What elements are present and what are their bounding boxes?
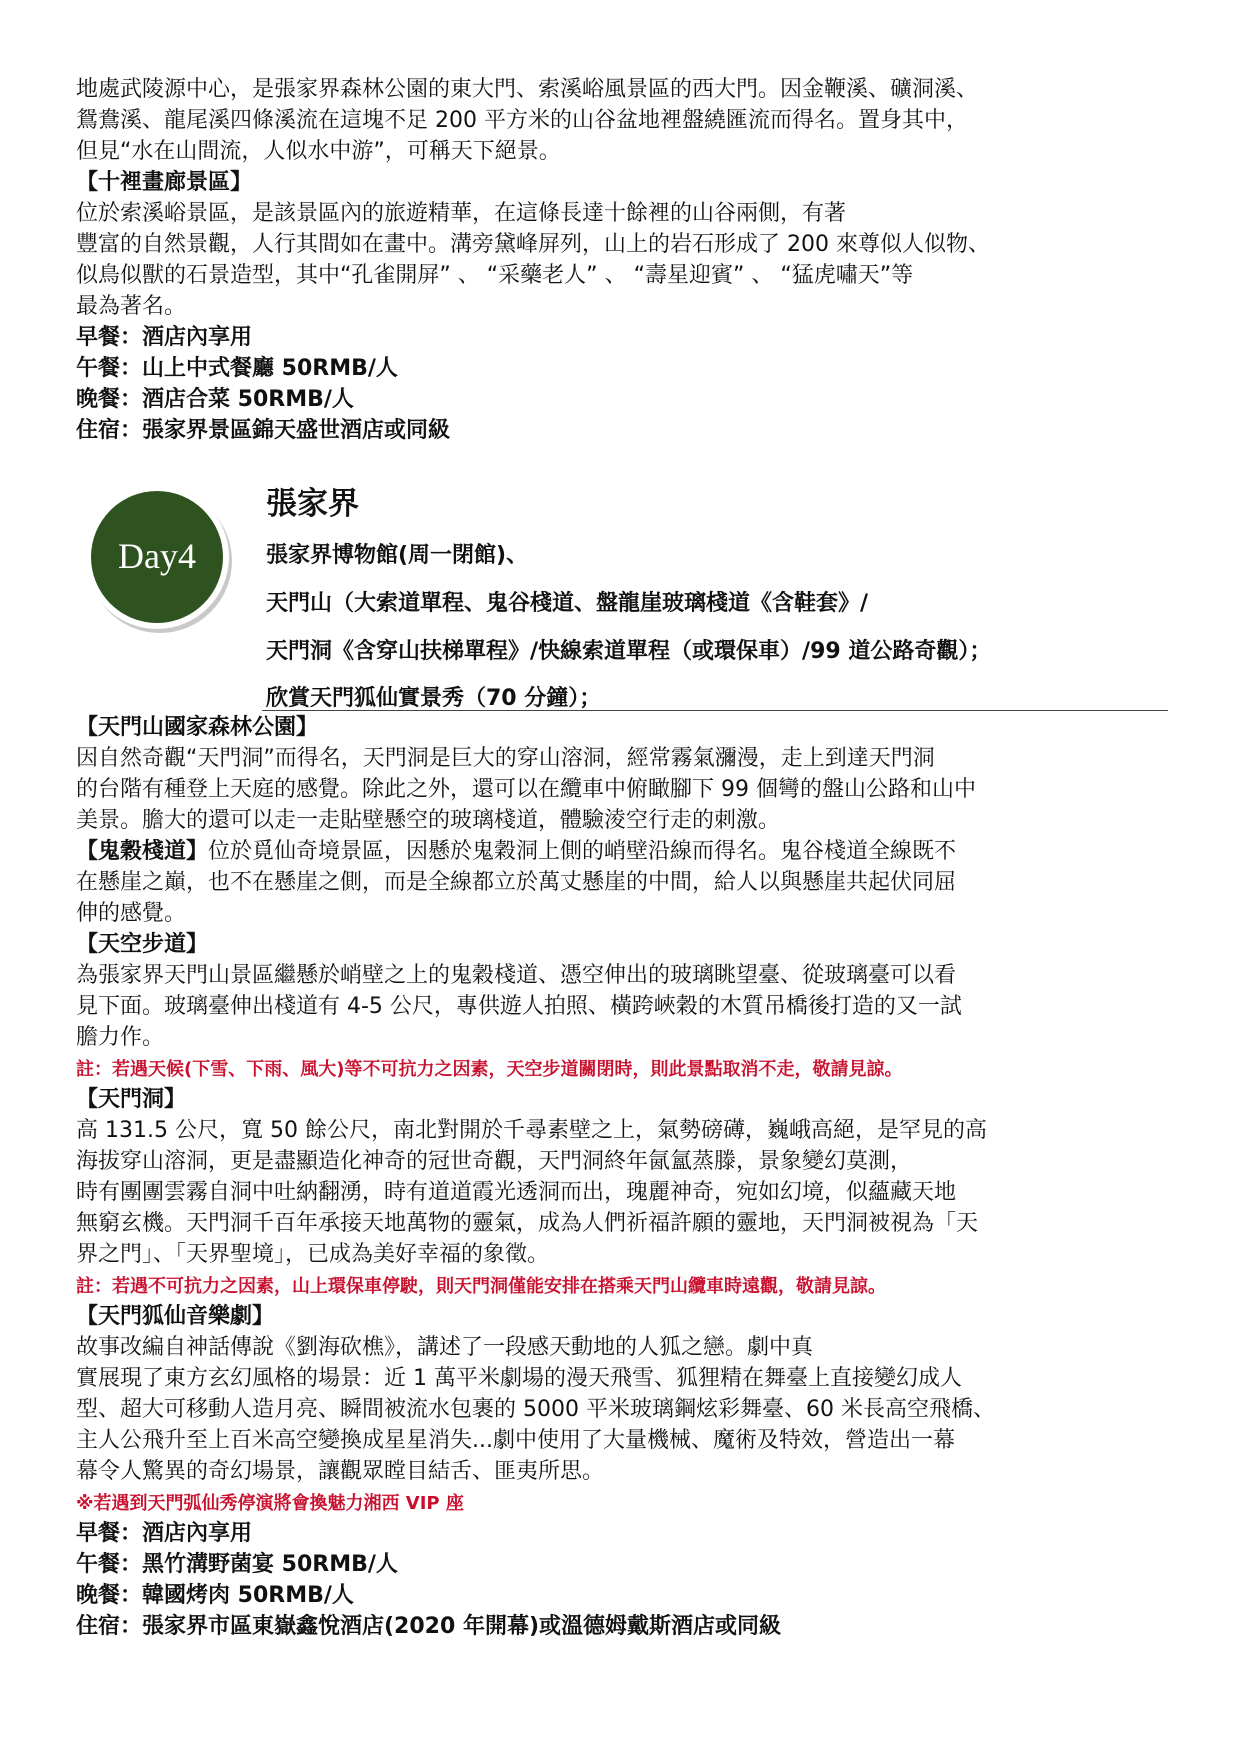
section-line: 海拔穿山溶洞，更是盡顯造化神奇的冠世奇觀，天門洞終年氤氳蒸滕，景象變幻莫測， — [76, 1149, 913, 1174]
section-guigu — [76, 836, 1176, 929]
section-heading: 【天門山國家森林公園】 — [76, 715, 319, 740]
meal-dinner: 晚餐：韓國烤肉 50RMB/人 — [76, 1583, 354, 1608]
section-line: 似鳥似獸的石景造型，其中“孔雀開屏” 、 “采藥老人” 、 “壽星迎賓” 、 “猛虎嘯天”等 — [76, 263, 914, 288]
section-show — [76, 1301, 1176, 1517]
section-cave — [76, 1084, 1176, 1300]
section-line: 豐富的自然景觀，人行其間如在畫中。溝旁黛峰屏列，山上的岩石形成了 200 來尊似人似物、 — [76, 232, 990, 257]
section-skywalk — [76, 929, 1176, 1083]
section-line: 故事改編自神話傳說《劉海砍樵》，講述了一段感天動地的人狐之戀。劇中真 — [76, 1335, 814, 1360]
section-heading: 【天空步道】 — [76, 932, 209, 957]
section-line: 幕令人驚異的奇幻場景，讓觀眾瞠目結舌、匪夷所思。 — [76, 1459, 605, 1484]
section-line: 最為著名。 — [76, 294, 187, 319]
section-line: 實展現了東方玄幻風格的場景：近 1 萬平米劇場的漫天飛雪、狐狸精在舞臺上直接變幻成人 — [76, 1366, 962, 1391]
section-line: 位於覓仙奇境景區，因懸於鬼穀洞上側的峭壁沿線而得名。鬼谷棧道全線既不 — [208, 839, 957, 864]
section-line: 型、超大可移動人造月亮、瞬間被流水包裹的 5000 平米玻璃鋼炫彩舞臺、60 米長高空飛橋、 — [76, 1397, 995, 1422]
section-line: 見下面。玻璃臺伸出棧道有 4-5 公尺，專供遊人拍照、橫跨峽穀的木質吊橋後打造的又一試 — [76, 994, 962, 1019]
section-line: 因自然奇觀“天門洞”而得名，天門洞是巨大的穿山溶洞，經常霧氣瀰漫，走上到達天門洞 — [76, 746, 935, 771]
meal-breakfast: 早餐：酒店內享用 — [76, 325, 253, 350]
meal-lunch: 午餐：黑竹溝野菌宴 50RMB/人 — [76, 1552, 398, 1577]
warning-note: 註：若遇天候(下雪、下雨、風大)等不可抗力之因素，天空步道關閉時，則此景點取消不走，敬請見諒。 — [76, 1059, 903, 1080]
section-heading: 【天門狐仙音樂劇】 — [76, 1304, 275, 1329]
intro-paragraph — [76, 74, 1176, 167]
day4-meals — [76, 1518, 1176, 1642]
section-heading: 【十裡畫廊景區】 — [76, 170, 253, 195]
section-shili — [76, 167, 1176, 322]
accommodation: 住宿：張家界景區錦天盛世酒店或同級 — [76, 418, 451, 443]
intro-line: 地處武陵源中心，是張家界森林公園的東大門、索溪峪風景區的西大門。因金鞭溪、礦洞溪、 — [76, 77, 979, 102]
itinerary-line: 天門山（大索道單程、鬼谷棧道、盤龍崖玻璃棧道《含鞋套》/ — [266, 591, 869, 616]
itinerary-line: 天門洞《含穿山扶梯單程》/快線索道單程（或環保車）/99 道公路奇觀）； — [266, 639, 992, 664]
section-line: 的台階有種登上天庭的感覺。除此之外，還可以在纜車中俯瞰腳下 99 個彎的盤山公路和山中 — [76, 777, 976, 802]
warning-note: 註：若遇不可抗力之因素，山上環保車停駛，則天門洞僅能安排在搭乘天門山纜車時遠觀，敬請見諒。 — [76, 1276, 886, 1297]
section-line: 伸的感覺。 — [76, 901, 187, 926]
section-line: 時有團團雲霧自洞中吐納翻湧，時有道道霞光透洞而出，瑰麗神奇，宛如幻境，似蘊藏天地 — [76, 1180, 957, 1205]
section-line: 主人公飛升至上百米高空變換成星星消失...劇中使用了大量機械、魔術及特效，營造出一幕 — [76, 1428, 955, 1453]
section-heading: 【天門洞】 — [76, 1087, 187, 1112]
warning-note: ※若遇到天門弧仙秀停演將會換魅力湘西 VIP 座 — [76, 1493, 464, 1514]
section-line: 在懸崖之巔，也不在懸崖之側，而是全線都立於萬丈懸崖的中間，給人以與懸崖共起伏同屈 — [76, 870, 957, 895]
section-line: 膽力作。 — [76, 1025, 165, 1050]
section-line: 為張家界天門山景區繼懸於峭壁之上的鬼穀棧道、憑空伸出的玻璃眺望臺、從玻璃臺可以看 — [76, 963, 957, 988]
section-line: 界之門」、「天界聖境」，已成為美好幸福的象徵。 — [76, 1242, 550, 1267]
section-heading: 【鬼穀棧道】 — [76, 839, 209, 864]
section-park — [76, 712, 1176, 836]
accommodation: 住宿：張家界市區東嶽鑫悅酒店(2020 年開幕)或溫德姆戴斯酒店或同級 — [76, 1614, 782, 1639]
intro-line: 鴛鴦溪、龍尾溪四條溪流在這塊不足 200 平方米的山谷盆地裡盤繞匯流而得名。置身其中， — [76, 108, 968, 133]
day-badge-label: Day4 — [118, 536, 196, 576]
day-badge — [78, 478, 236, 636]
meal-dinner: 晚餐：酒店合菜 50RMB/人 — [76, 387, 354, 412]
meal-breakfast: 早餐：酒店內享用 — [76, 1521, 253, 1546]
day3-meals — [76, 322, 1176, 446]
itinerary-line: 欣賞天門狐仙實景秀（70 分鐘）； — [266, 686, 602, 711]
itinerary-line: 張家界博物館(周一閉館)、 — [266, 543, 529, 568]
section-line: 位於索溪峪景區，是該景區內的旅遊精華，在這條長達十餘裡的山谷兩側，有著 — [76, 201, 847, 226]
day-title: 張家界 — [266, 486, 359, 522]
section-line: 無窮玄機。天門洞千百年承接天地萬物的靈氣，成為人們祈福許願的靈地，天門洞被視為「天 — [76, 1211, 979, 1236]
section-line: 美景。膽大的還可以走一走貼壁懸空的玻璃棧道，體驗淩空行走的刺激。 — [76, 808, 781, 833]
meal-lunch: 午餐：山上中式餐廳 50RMB/人 — [76, 356, 398, 381]
section-line: 高 131.5 公尺，寬 50 餘公尺，南北對開於千尋素壁之上，氣勢磅礡，巍峨高絕，是罕見的高 — [76, 1118, 987, 1143]
intro-line: 但見“水在山間流，人似水中游”，可稱天下絕景。 — [76, 139, 561, 164]
divider — [262, 710, 1168, 711]
